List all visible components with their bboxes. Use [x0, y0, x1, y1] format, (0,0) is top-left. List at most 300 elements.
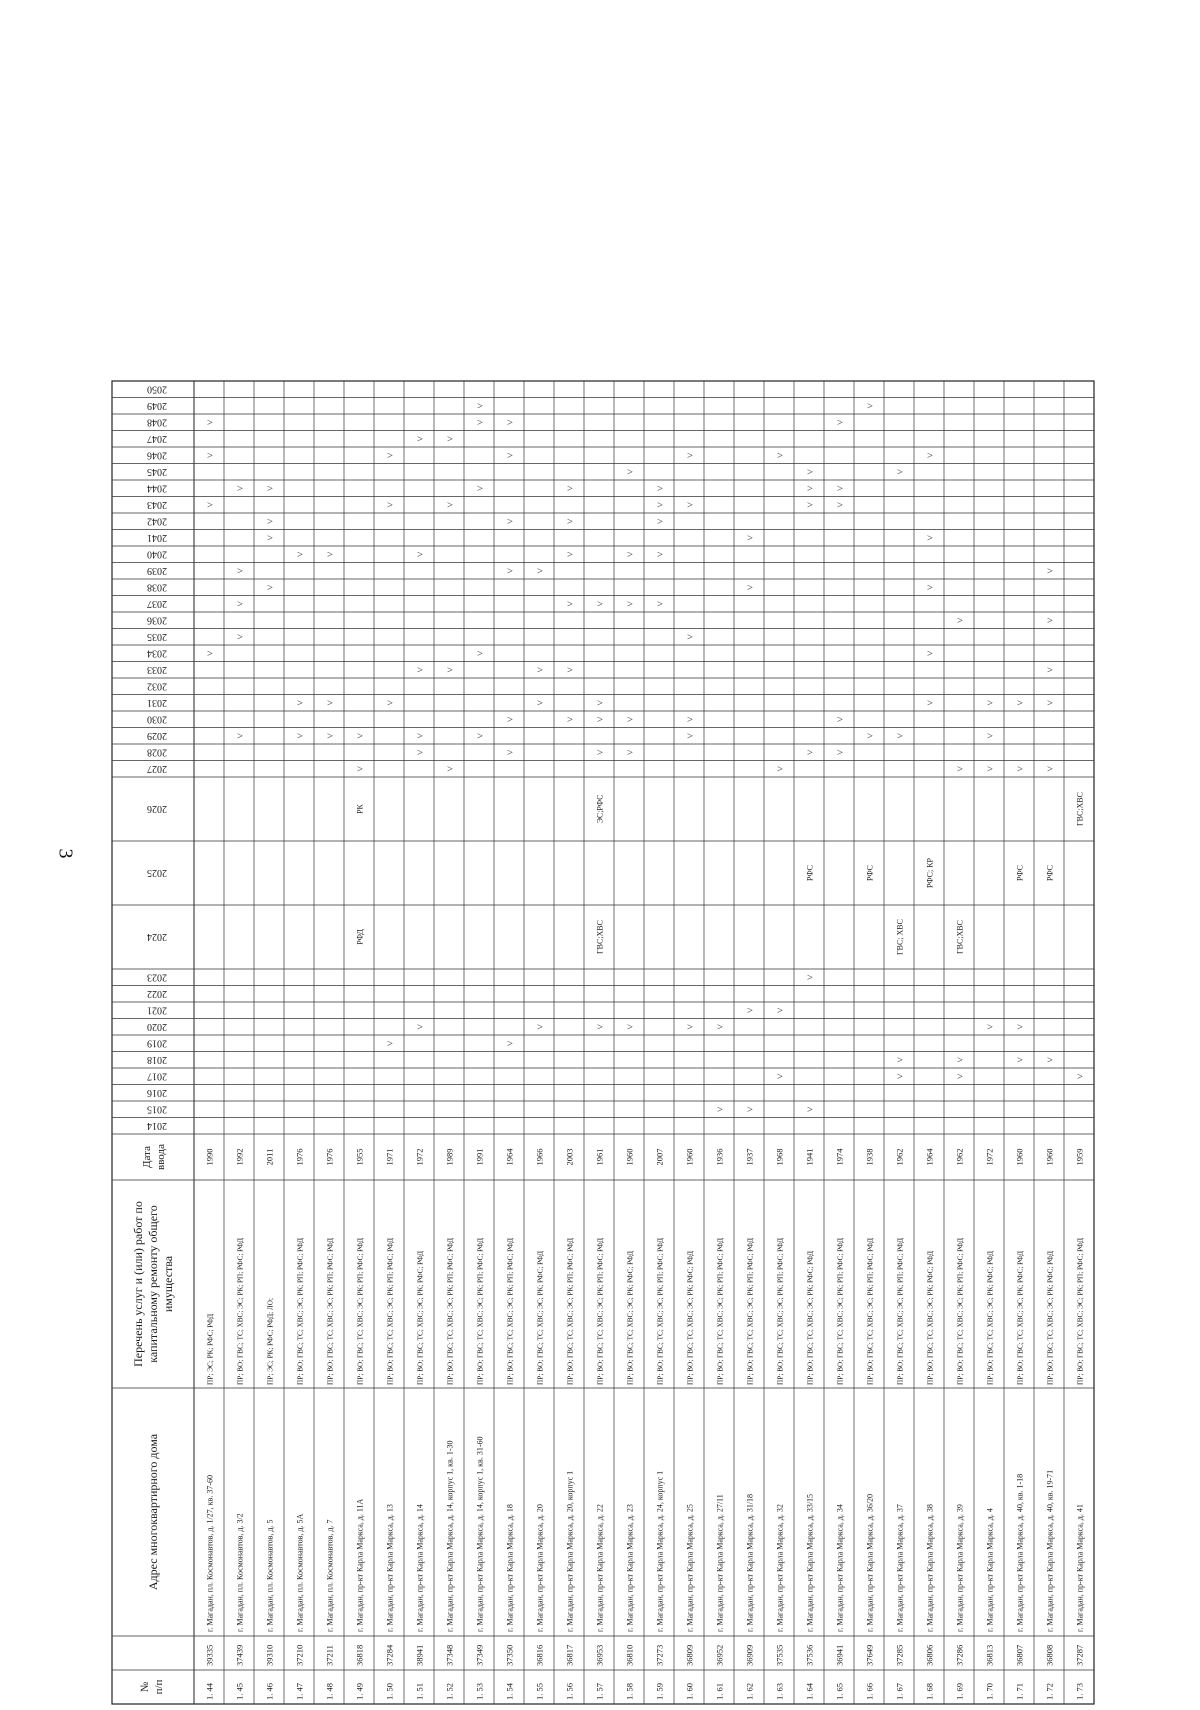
work-check-mark: ˅: [925, 584, 937, 591]
row-number: 1. 53: [474, 1683, 485, 1700]
house-id: 36809: [684, 1644, 695, 1666]
work-check-mark: ˅: [505, 567, 517, 574]
work-check-mark: ˅: [985, 699, 997, 706]
year-header-2035: 2035: [147, 630, 167, 642]
work-check-mark: ˅: [505, 1040, 517, 1047]
house-address: г. Магадан, пл. Космонавтов, д. 5А: [295, 1513, 305, 1632]
header-num: №: [139, 1681, 151, 1693]
work-check-mark: ˅: [1045, 699, 1057, 706]
commission-year: 1955: [354, 1148, 365, 1166]
work-check-mark: ˅: [265, 518, 277, 525]
work-check-mark: ˅: [835, 716, 847, 723]
work-check-mark: ˅: [595, 749, 607, 756]
row-number: 1. 60: [684, 1683, 695, 1700]
work-check-mark: ˅: [685, 633, 697, 640]
work-check-mark: ˅: [955, 765, 967, 772]
work-check-mark: ˅: [925, 699, 937, 706]
house-id: 37284: [384, 1644, 395, 1666]
work-check-mark: ˅: [625, 1023, 637, 1030]
work-check-mark: ˅: [295, 699, 307, 706]
house-address: г. Магадан, пр-кт Карла Маркса, д. 14, корпус 1, кв. 31-60: [475, 1436, 485, 1632]
row-number: 1. 52: [444, 1683, 455, 1700]
year-header-2046: 2046: [147, 449, 167, 461]
row-number: 1. 66: [864, 1683, 875, 1700]
work-check-mark: ˅: [895, 1073, 907, 1080]
work-label: ГВС; ХВС: [895, 919, 905, 955]
services-list: ПР; ВО; ГВС; ТС; ХВС; ЭС; РК; РП; РФС; РФД: [326, 1238, 335, 1385]
services-list: ПР; ВО; ГВС; ТС; ХВС; ЭС; РК; РП; РФС; РФД: [386, 1238, 395, 1385]
commission-year: 1962: [954, 1148, 965, 1166]
house-address: г. Магадан, пр-кт Карла Маркса, д. 20: [535, 1504, 545, 1632]
work-check-mark: ˅: [415, 435, 427, 442]
house-address: г. Магадан, пр-кт Карла Маркса, д. 20, корпус 1: [565, 1470, 575, 1632]
work-check-mark: ˅: [775, 1007, 787, 1014]
work-check-mark: ˅: [895, 468, 907, 475]
work-check-mark: ˅: [595, 716, 607, 723]
work-check-mark: ˅: [955, 1056, 967, 1063]
row-number: 1. 45: [234, 1683, 245, 1700]
work-check-mark: ˅: [565, 600, 577, 607]
work-check-mark: ˅: [805, 749, 817, 756]
work-check-mark: ˅: [475, 650, 487, 657]
services-list: ПР; ВО; ГВС; ТС; ХВС; ЭС; РК; РП; РФС; РФД: [1076, 1238, 1085, 1385]
commission-year: 1972: [984, 1148, 995, 1166]
work-check-mark: ˅: [415, 551, 427, 558]
work-label: ГВС;ХВС: [955, 920, 965, 954]
row-number: 1. 63: [774, 1683, 785, 1700]
row-number: 1. 56: [564, 1683, 575, 1700]
work-check-mark: ˅: [985, 1023, 997, 1030]
commission-year: 1968: [774, 1148, 785, 1166]
work-check-mark: ˅: [535, 666, 547, 673]
row-number: 1. 64: [804, 1683, 815, 1700]
work-check-mark: ˅: [625, 600, 637, 607]
work-check-mark: ˅: [535, 1023, 547, 1030]
house-id: 37287: [1074, 1644, 1085, 1666]
commission-year: 2011: [264, 1148, 275, 1166]
work-check-mark: ˅: [265, 584, 277, 591]
commission-year: 1960: [1044, 1148, 1055, 1166]
work-check-mark: ˅: [835, 749, 847, 756]
row-number: 1. 72: [1044, 1683, 1055, 1700]
work-check-mark: ˅: [745, 1007, 757, 1014]
work-check-mark: ˅: [235, 600, 247, 607]
work-check-mark: ˅: [655, 518, 667, 525]
header-date: Дата: [141, 1146, 153, 1168]
commission-year: 1936: [714, 1148, 725, 1166]
row-number: 1. 47: [294, 1683, 305, 1700]
house-address: г. Магадан, пр-кт Карла Маркса, д. 25: [685, 1504, 695, 1632]
services-list: ПР; ВО; ГВС; ТС; ХВС; ЭС; РК; РФС; РФД: [416, 1251, 425, 1385]
work-check-mark: ˅: [925, 452, 937, 459]
work-check-mark: ˅: [805, 974, 817, 981]
work-label: РФС: [865, 865, 875, 881]
house-address: г. Магадан, пл. Космонавтов, д. 7: [325, 1519, 335, 1632]
work-check-mark: ˅: [1015, 1023, 1027, 1030]
house-address: г. Магадан, пр-кт Карла Маркса, д. 23: [625, 1504, 635, 1632]
house-address: г. Магадан, пл. Космонавтов, д. 3/2: [235, 1513, 245, 1632]
house-id: 37649: [864, 1644, 875, 1666]
work-check-mark: ˅: [595, 1023, 607, 1030]
work-check-mark: ˅: [955, 617, 967, 624]
services-list: ПР; ВО; ГВС; ТС; ХВС; ЭС; РК; РП; РФС; РФД: [476, 1238, 485, 1385]
year-header-2047: 2047: [147, 432, 167, 444]
capital-repair-schedule-table: [112, 383, 1122, 1710]
house-id: 37348: [444, 1644, 455, 1666]
work-label: РФС: [1045, 865, 1055, 881]
year-header-2025: 2025: [147, 867, 167, 878]
house-address: г. Магадан, пр-кт Карла Маркса, д. 11А: [355, 1498, 365, 1632]
work-check-mark: ˅: [835, 485, 847, 492]
work-check-mark: ˅: [655, 551, 667, 558]
commission-year: 1959: [1074, 1148, 1085, 1166]
year-header-2032: 2032: [147, 680, 167, 692]
house-id: 36952: [714, 1644, 725, 1666]
work-check-mark: ˅: [565, 716, 577, 723]
year-header-2044: 2044: [147, 482, 167, 494]
work-check-mark: ˅: [985, 765, 997, 772]
house-id: 36941: [834, 1644, 845, 1666]
services-list: ПР; ЭС; РК; РФС; РФД; ЛО;: [266, 1298, 275, 1385]
house-address: г. Магадан, пр-кт Карла Маркса, д. 39: [955, 1504, 965, 1632]
work-check-mark: ˅: [205, 650, 217, 657]
commission-year: 1937: [744, 1148, 755, 1166]
row-number: 1. 50: [384, 1683, 395, 1700]
house-id: 37285: [894, 1644, 905, 1666]
commission-year: 1941: [804, 1148, 815, 1166]
work-check-mark: ˅: [325, 699, 337, 706]
work-check-mark: ˅: [1045, 1056, 1057, 1063]
work-check-mark: ˅: [325, 551, 337, 558]
services-list: ПР; ВО; ГВС; ТС; ХВС; ЭС; РК; РП; РФС; РФД: [866, 1238, 875, 1385]
work-check-mark: ˅: [505, 518, 517, 525]
services-list: ПР; ВО; ГВС; ТС; ХВС; ЭС; РК; РФС; РФД: [1046, 1251, 1055, 1385]
work-check-mark: ˅: [835, 419, 847, 426]
work-check-mark: ˅: [655, 485, 667, 492]
year-header-2029: 2029: [147, 729, 167, 741]
work-label: ЭС;РФС: [595, 794, 605, 824]
work-check-mark: ˅: [595, 600, 607, 607]
work-check-mark: ˅: [805, 468, 817, 475]
work-check-mark: ˅: [805, 501, 817, 508]
commission-year: 1976: [294, 1148, 305, 1166]
work-check-mark: ˅: [445, 666, 457, 673]
house-address: г. Магадан, пр-кт Карла Маркса, д. 37: [895, 1504, 905, 1632]
house-address: г. Магадан, пр-кт Карла Маркса, д. 33/15: [805, 1493, 815, 1632]
row-number: 1. 65: [834, 1683, 845, 1700]
work-check-mark: ˅: [205, 419, 217, 426]
year-header-2018: 2018: [147, 1053, 167, 1065]
commission-year: 1964: [504, 1148, 515, 1166]
house-address: г. Магадан, пр-кт Карла Маркса, д. 14: [415, 1504, 425, 1632]
work-check-mark: ˅: [685, 732, 697, 739]
work-check-mark: ˅: [895, 1056, 907, 1063]
work-check-mark: ˅: [865, 732, 877, 739]
work-label: РФС: [805, 865, 815, 881]
house-id: 37350: [504, 1644, 515, 1666]
work-check-mark: ˅: [1015, 765, 1027, 772]
commission-year: 1990: [204, 1148, 215, 1166]
work-check-mark: ˅: [745, 1106, 757, 1113]
work-check-mark: ˅: [595, 699, 607, 706]
work-check-mark: ˅: [685, 716, 697, 723]
services-list: ПР; ВО; ГВС; ТС; ХВС; ЭС; РК; РФС; РФД: [536, 1251, 545, 1385]
house-id: 37286: [954, 1644, 965, 1666]
commission-year: 1971: [384, 1148, 395, 1166]
work-check-mark: ˅: [715, 1023, 727, 1030]
commission-year: 1974: [834, 1148, 845, 1166]
year-header-2015: 2015: [147, 1103, 167, 1115]
work-check-mark: ˅: [505, 419, 517, 426]
row-number: 1. 57: [594, 1683, 605, 1700]
commission-year: 2007: [654, 1148, 665, 1166]
work-check-mark: ˅: [775, 1073, 787, 1080]
year-header-2045: 2045: [147, 465, 167, 477]
work-check-mark: ˅: [415, 732, 427, 739]
work-check-mark: ˅: [535, 699, 547, 706]
header-services: Перечень услуг и (или) работ по: [131, 1201, 145, 1367]
row-number: 1. 54: [504, 1683, 515, 1700]
year-header-2031: 2031: [147, 696, 167, 708]
row-number: 1. 69: [954, 1683, 965, 1700]
header-num: п/п: [153, 1679, 165, 1695]
commission-year: 1962: [894, 1148, 905, 1166]
work-check-mark: ˅: [655, 501, 667, 508]
work-check-mark: ˅: [415, 1023, 427, 1030]
house-address: г. Магадан, пр-кт Карла Маркса, д. 14, корпус 1, кв. 1-30: [445, 1440, 455, 1632]
year-header-2041: 2041: [147, 531, 167, 543]
house-address: г. Магадан, пр-кт Карла Маркса, д. 13: [385, 1504, 395, 1632]
house-id: 36810: [624, 1644, 635, 1666]
commission-year: 1989: [444, 1148, 455, 1166]
work-check-mark: ˅: [745, 584, 757, 591]
commission-year: 1960: [1014, 1148, 1025, 1166]
year-header-2048: 2048: [147, 416, 167, 428]
work-label: РФС: [1015, 865, 1025, 881]
services-list: ПР; ВО; ГВС; ТС; ХВС; ЭС; РК; РФС; РФД: [626, 1251, 635, 1385]
work-check-mark: ˅: [625, 551, 637, 558]
year-header-2023: 2023: [147, 971, 167, 983]
year-header-2014: 2014: [147, 1119, 167, 1131]
house-id: 36807: [1014, 1644, 1025, 1666]
work-check-mark: ˅: [235, 732, 247, 739]
work-check-mark: ˅: [505, 716, 517, 723]
work-check-mark: ˅: [385, 699, 397, 706]
house-address: г. Магадан, пр-кт Карла Маркса, д. 18: [505, 1504, 515, 1632]
work-label: ГВС;ХВС: [1075, 792, 1085, 826]
house-id: 37349: [474, 1644, 485, 1666]
row-number: 1. 67: [894, 1683, 905, 1700]
house-address: г. Магадан, пр-кт Карла Маркса, д. 40, кв. 1-18: [1015, 1473, 1025, 1632]
work-check-mark: ˅: [865, 402, 877, 409]
year-header-2019: 2019: [147, 1037, 167, 1049]
services-list: ПР; ВО; ГВС; ТС; ХВС; ЭС; РК; РФС; РФД: [926, 1251, 935, 1385]
header-services: имущества: [161, 1255, 175, 1313]
row-number: 1. 58: [624, 1683, 635, 1700]
work-check-mark: ˅: [685, 501, 697, 508]
house-id: 36816: [534, 1644, 545, 1666]
row-number: 1. 59: [654, 1683, 665, 1700]
commission-year: 1960: [684, 1148, 695, 1166]
year-header-2050: 2050: [147, 383, 167, 395]
services-list: ПР; ВО; ГВС; ТС; ХВС; ЭС; РК; РП; РФС; РФД: [956, 1238, 965, 1385]
work-check-mark: ˅: [565, 666, 577, 673]
work-label: ГВС;ХВС: [595, 920, 605, 954]
house-id: 39335: [204, 1644, 215, 1666]
row-number: 1. 68: [924, 1683, 935, 1700]
work-check-mark: ˅: [295, 551, 307, 558]
work-check-mark: ˅: [925, 650, 937, 657]
work-check-mark: ˅: [355, 732, 367, 739]
year-header-2017: 2017: [147, 1070, 167, 1082]
work-check-mark: ˅: [805, 485, 817, 492]
work-check-mark: ˅: [625, 468, 637, 475]
house-id: 36813: [984, 1644, 995, 1666]
commission-year: 1966: [534, 1148, 545, 1166]
work-check-mark: ˅: [1045, 617, 1057, 624]
row-number: 1. 51: [414, 1683, 425, 1700]
services-list: ПР; ВО; ГВС; ТС; ХВС; ЭС; РК; РП; РФС; РФД: [896, 1238, 905, 1385]
house-id: 36817: [564, 1644, 575, 1666]
work-check-mark: ˅: [505, 452, 517, 459]
year-header-2039: 2039: [147, 564, 167, 576]
commission-year: 1972: [414, 1148, 425, 1166]
commission-year: 1991: [474, 1148, 485, 1166]
work-check-mark: ˅: [445, 435, 457, 442]
work-check-mark: ˅: [1015, 699, 1027, 706]
services-list: ПР; ВО; ГВС; ТС; ХВС; ЭС; РК; РП; РФС; РФД: [506, 1238, 515, 1385]
year-header-2034: 2034: [147, 647, 167, 659]
services-list: ПР; ЭС; РК; РФС; РФД: [206, 1313, 215, 1385]
year-header-2028: 2028: [147, 746, 167, 758]
row-number: 1. 49: [354, 1683, 365, 1700]
header-services: капитальному ремонту общего: [146, 1205, 160, 1363]
header-address: Адрес многоквартирного дома: [146, 1433, 160, 1591]
house-address: г. Магадан, пр-кт Карла Маркса, д. 36/20: [865, 1493, 875, 1632]
year-header-2022: 2022: [147, 987, 167, 999]
work-check-mark: ˅: [685, 452, 697, 459]
row-number: 1. 44: [204, 1683, 215, 1700]
services-list: ПР; ВО; ГВС; ТС; ХВС; ЭС; РК; РП; РФС; РФД: [296, 1238, 305, 1385]
work-check-mark: ˅: [805, 1106, 817, 1113]
work-check-mark: ˅: [685, 1023, 697, 1030]
year-header-2021: 2021: [147, 1004, 167, 1016]
work-check-mark: ˅: [415, 666, 427, 673]
work-check-mark: ˅: [1015, 1056, 1027, 1063]
services-list: ПР; ВО; ГВС; ТС; ХВС; ЭС; РК; РП; РФС; РФД: [836, 1238, 845, 1385]
year-header-2049: 2049: [147, 399, 167, 411]
house-id: 36806: [924, 1644, 935, 1666]
work-check-mark: ˅: [565, 551, 577, 558]
rotated-table-area: [112, 383, 1122, 1710]
work-check-mark: ˅: [895, 732, 907, 739]
work-label: РФД: [355, 929, 365, 945]
house-id: 37439: [234, 1644, 245, 1666]
work-check-mark: ˅: [565, 485, 577, 492]
year-header-2030: 2030: [147, 713, 167, 725]
services-list: ПР; ВО; ГВС; ТС; ХВС; ЭС; РК; РП; РФС; РФД: [776, 1238, 785, 1385]
work-check-mark: ˅: [655, 600, 667, 607]
services-list: ПР; ВО; ГВС; ТС; ХВС; ЭС; РК; РП; РФС; РФД: [356, 1238, 365, 1385]
house-id: 36953: [594, 1644, 605, 1666]
work-check-mark: ˅: [475, 732, 487, 739]
work-check-mark: ˅: [475, 402, 487, 409]
house-address: г. Магадан, пр-кт Карла Маркса, д. 4: [985, 1508, 995, 1632]
work-check-mark: ˅: [355, 765, 367, 772]
work-check-mark: ˅: [715, 1106, 727, 1113]
house-address: г. Магадан, пл. Космонавтов, д. 5: [265, 1519, 275, 1632]
year-header-2038: 2038: [147, 581, 167, 593]
work-check-mark: ˅: [835, 501, 847, 508]
work-label: РК: [355, 804, 365, 814]
house-address: г. Магадан, пр-кт Карла Маркса, д. 34: [835, 1504, 845, 1632]
work-check-mark: ˅: [475, 485, 487, 492]
year-header-2036: 2036: [147, 614, 167, 626]
house-id: 37273: [654, 1644, 665, 1666]
year-header-2040: 2040: [147, 548, 167, 560]
work-check-mark: ˅: [205, 501, 217, 508]
row-number: 1. 61: [714, 1683, 725, 1700]
services-list: ПР; ВО; ГВС; ТС; ХВС; ЭС; РК; РП; РФС; РФД: [596, 1238, 605, 1385]
services-list: ПР; ВО; ГВС; ТС; ХВС; ЭС; РК; РФС; РФД: [806, 1251, 815, 1385]
work-check-mark: ˅: [235, 485, 247, 492]
work-label: РФС; КР: [925, 858, 935, 888]
work-check-mark: ˅: [445, 765, 457, 772]
commission-year: 1960: [624, 1148, 635, 1166]
commission-year: 1964: [924, 1148, 935, 1166]
row-number: 1. 46: [264, 1683, 275, 1700]
services-list: ПР; ВО; ГВС; ТС; ХВС; ЭС; РК; РФС; РФД: [1016, 1251, 1025, 1385]
house-address: г. Магадан, пр-кт Карла Маркса, д. 22: [595, 1504, 605, 1632]
year-header-2020: 2020: [147, 1020, 167, 1032]
house-id: 36909: [744, 1644, 755, 1666]
work-check-mark: ˅: [385, 1040, 397, 1047]
house-address: г. Магадан, пр-кт Карла Маркса, д. 27/11: [715, 1494, 725, 1632]
commission-year: 1961: [594, 1148, 605, 1166]
work-check-mark: ˅: [565, 518, 577, 525]
year-header-2016: 2016: [147, 1086, 167, 1098]
work-check-mark: ˅: [385, 501, 397, 508]
work-check-mark: ˅: [235, 567, 247, 574]
services-list: ПР; ВО; ГВС; ТС; ХВС; ЭС; РК; РП; РФС; РФД: [566, 1238, 575, 1385]
work-check-mark: ˅: [295, 732, 307, 739]
house-id: 37210: [294, 1644, 305, 1666]
work-check-mark: ˅: [1075, 1073, 1087, 1080]
work-check-mark: ˅: [955, 1073, 967, 1080]
work-check-mark: ˅: [745, 534, 757, 541]
house-id: 39310: [264, 1644, 275, 1666]
house-id: 36808: [1044, 1644, 1055, 1666]
services-list: ПР; ВО; ГВС; ТС; ХВС; ЭС; РК; РФС; РФД: [986, 1251, 995, 1385]
house-address: г. Магадан, пр-кт Карла Маркса, д. 41: [1075, 1504, 1085, 1632]
row-number: 1. 48: [324, 1683, 335, 1700]
house-id: 38941: [414, 1644, 425, 1666]
house-address: г. Магадан, пл. Космонавтов, д. 1/27, кв. 37-60: [205, 1475, 215, 1632]
services-list: ПР; ВО; ГВС; ТС; ХВС; ЭС; РК; РП; РФС; РФД: [656, 1238, 665, 1385]
house-address: г. Магадан, пр-кт Карла Маркса, д. 32: [775, 1504, 785, 1632]
work-check-mark: ˅: [325, 732, 337, 739]
year-header-2037: 2037: [147, 597, 167, 609]
work-check-mark: ˅: [1045, 567, 1057, 574]
work-check-mark: ˅: [625, 749, 637, 756]
work-check-mark: ˅: [385, 452, 397, 459]
work-check-mark: ˅: [265, 534, 277, 541]
work-check-mark: ˅: [505, 749, 517, 756]
work-check-mark: ˅: [265, 485, 277, 492]
house-address: г. Магадан, пр-кт Карла Маркса, д. 31/18: [745, 1493, 755, 1632]
work-check-mark: ˅: [235, 633, 247, 640]
commission-year: 1938: [864, 1148, 875, 1166]
